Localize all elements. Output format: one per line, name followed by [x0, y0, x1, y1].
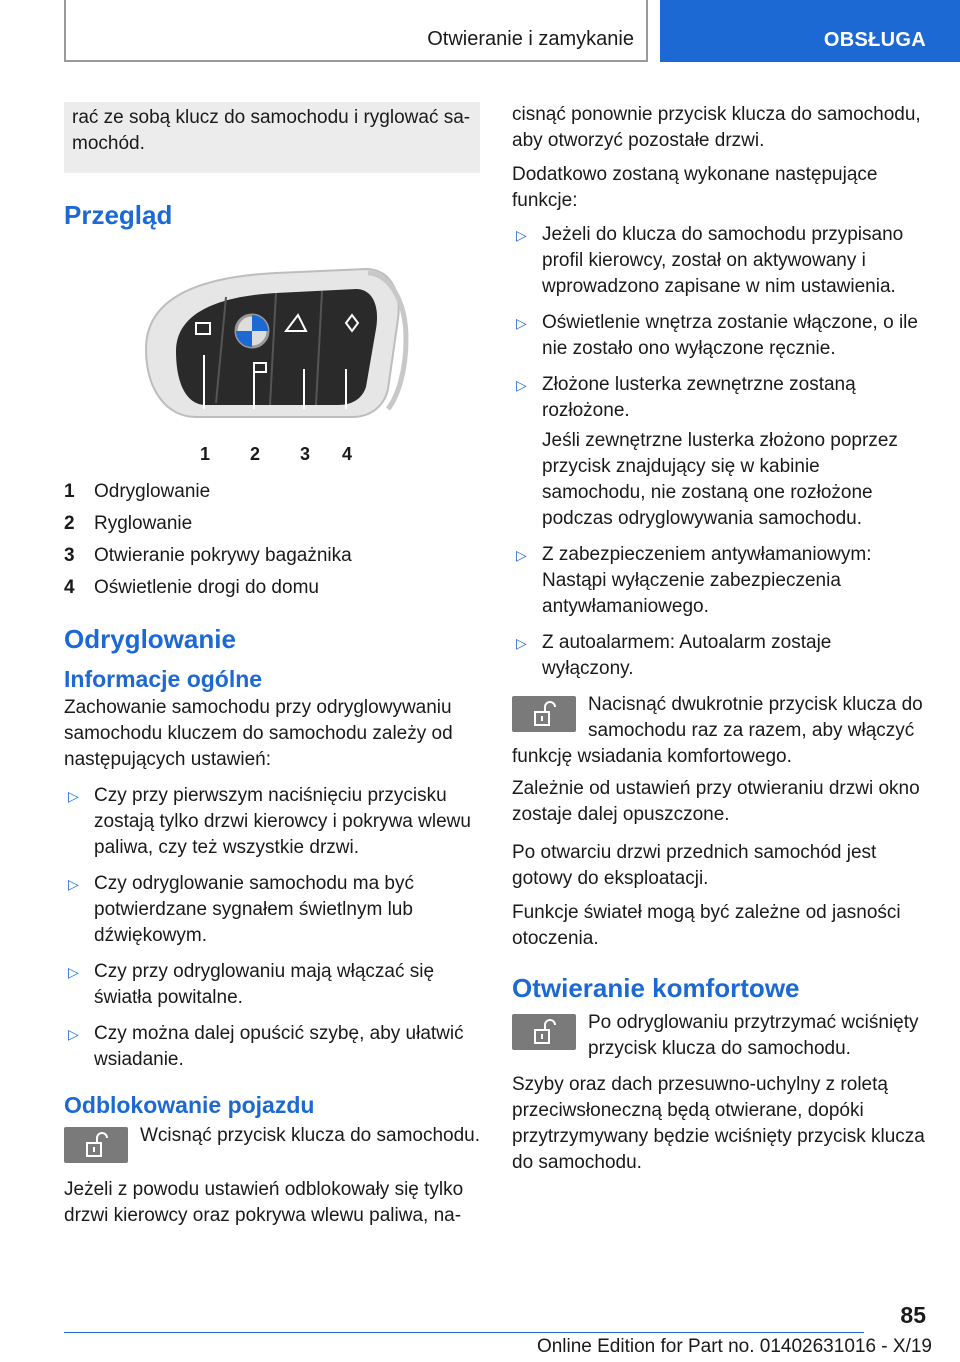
right-para-2: Dodatkowo zostaną wykonane następujące funkcje: [512, 164, 878, 211]
functions-list [512, 222, 928, 682]
list-item: ▷ Z autoalarmem: Autoalarm zostaje wyłączony. [516, 632, 832, 679]
list-item: ▷ Złożone lusterka zewnętrzne zostaną rozłożone. Jeśli zewnętrzne lusterka złożono poprzez przycisk znajdujący się w kabinie samochodu, nie zostaną one rozłożone podczas odryglowywania samochodu. [512, 372, 928, 532]
list-item: ▷ Czy można dalej opuścić szybę, aby ułatwić wsiadanie. [68, 1023, 464, 1070]
key-fob-figure [126, 259, 480, 464]
list-item: ▷ Czy odryglowanie samochodu ma być potwierdzane sygnałem świetlnym lub dźwiękowym. [68, 873, 414, 946]
heading-comfort-opening: Otwieranie komfortowe [512, 973, 800, 1003]
triangle-bullet-icon: ▷ [68, 876, 79, 892]
legend-item: 2 Ryglowanie [64, 513, 193, 534]
footer-divider [64, 1332, 864, 1333]
comfort-hold-action [512, 1010, 928, 1062]
triangle-bullet-icon: ▷ [516, 547, 527, 563]
comfort-entry-text: Nacisnąć dwukrotnie przycisk klucza do samochodu raz za razem, aby włączyć funkcję wsiadania komfortowego. [512, 694, 923, 767]
figure-legend [64, 479, 480, 601]
settings-list [64, 783, 480, 1073]
list-item: ▷ Oświetlenie wnętrza zostanie włączone, o ile nie zostało ono wyłączone ręcznie. [516, 312, 918, 359]
chapter-tab[interactable] [660, 0, 960, 62]
unblock-paragraph: Jeżeli z powodu ustawień odblokowały się tylko drzwi kierowcy oraz pokrywa wlewu paliwa, na- [64, 1179, 464, 1226]
list-item: ▷ Jeżeli do klucza do samochodu przypisano profil kierowcy, został on aktywowany i wprowadzono zapisane w nim ustawienia. [516, 224, 904, 297]
heading-unlock: Odryglowanie [64, 624, 236, 654]
note-box [64, 102, 480, 173]
triangle-bullet-icon: ▷ [516, 377, 527, 393]
left-column [64, 102, 480, 1229]
triangle-bullet-icon: ▷ [68, 1026, 79, 1042]
figure-label-3: 3 [300, 444, 311, 464]
figure-label-4: 4 [342, 444, 353, 464]
list-item: ▷ Z zabezpieczeniem antywłamaniowym: Nastąpi wyłączenie zabezpieczenia antywłamaniowego. [516, 544, 872, 617]
chapter-tab-label: OBSŁUGA [823, 29, 926, 51]
heading-unblock-vehicle: Odblokowanie pojazdu [64, 1092, 315, 1118]
comfort-entry-action [512, 692, 928, 770]
figure-label-1: 1 [200, 444, 211, 464]
legend-item: 3 Otwieranie pokrywy bagażnika [64, 545, 352, 566]
page-number: 85 [900, 1302, 926, 1328]
list-item: ▷ Czy przy pierwszym naciśnięciu przycisku zostają tylko drzwi kierowcy i pokrywa wlewu paliwa, czy też wszystkie drzwi. [68, 785, 471, 858]
heading-overview: Przegląd [64, 200, 173, 230]
right-para-1: cisnąć ponownie przycisk klucza do samochodu, aby otworzyć pozostałe drzwi. [512, 104, 921, 151]
unlock-button-icon [512, 1014, 576, 1050]
heading-general-info: Informacje ogólne [64, 666, 263, 692]
key-fob-illustration [126, 259, 416, 439]
figure-label-2: 2 [250, 444, 261, 464]
triangle-bullet-icon: ▷ [516, 315, 527, 331]
right-para-6: Szyby oraz dach przesuwno-uchylny z roletą przeciwsłoneczną będą otwierane, dopóki przytrzymywany będzie wciśnięty przycisk klucza do samochodu. [512, 1074, 925, 1173]
note-text: rać ze sobą klucz do samochodu i ryglować sa-mochód. [72, 107, 471, 154]
right-para-4: Po otwarciu drzwi przednich samochód jest gotowy do eksploatacji. [512, 842, 877, 889]
triangle-bullet-icon: ▷ [68, 788, 79, 804]
unblock-action-text: Wcisnąć przycisk klucza do samochodu. [140, 1125, 480, 1146]
general-intro: Zachowanie samochodu przy odryglowywaniu samochodu kluczem do samochodu zależy od następujących ustawień: [64, 697, 453, 770]
comfort-hold-text: Po odryglowaniu przytrzymać wciśnięty przycisk klucza do samochodu. [588, 1012, 919, 1059]
legend-item: 1 Odryglowanie [64, 481, 211, 502]
unblock-action [64, 1123, 480, 1169]
right-column [512, 102, 928, 1176]
header-box [64, 0, 648, 62]
triangle-bullet-icon: ▷ [516, 227, 527, 243]
list-item: ▷ Czy przy odryglowaniu mają włączać się światła powitalne. [68, 961, 435, 1008]
legend-item: 4 Oświetlenie drogi do domu [64, 577, 319, 598]
triangle-bullet-icon: ▷ [516, 635, 527, 651]
right-para-5: Funkcje świateł mogą być zależne od jasności otoczenia. [512, 902, 901, 949]
mirror-subparagraph: Jeśli zewnętrzne lusterka złożono poprzez przycisk znajdujący się w kabinie samochodu, nie zostaną one rozłożone podczas odryglowywania samochodu. [542, 430, 898, 529]
right-para-3: Zależnie od ustawień przy otwieraniu drzwi okno zostaje dalej opuszczone. [512, 778, 920, 825]
unlock-button-icon [64, 1127, 128, 1163]
triangle-bullet-icon: ▷ [68, 964, 79, 980]
unlock-button-icon [512, 696, 576, 732]
edition-footer: Online Edition for Part no. 01402631016 - X/19 [536, 1336, 932, 1357]
section-title: Otwieranie i zamykanie [427, 28, 634, 50]
